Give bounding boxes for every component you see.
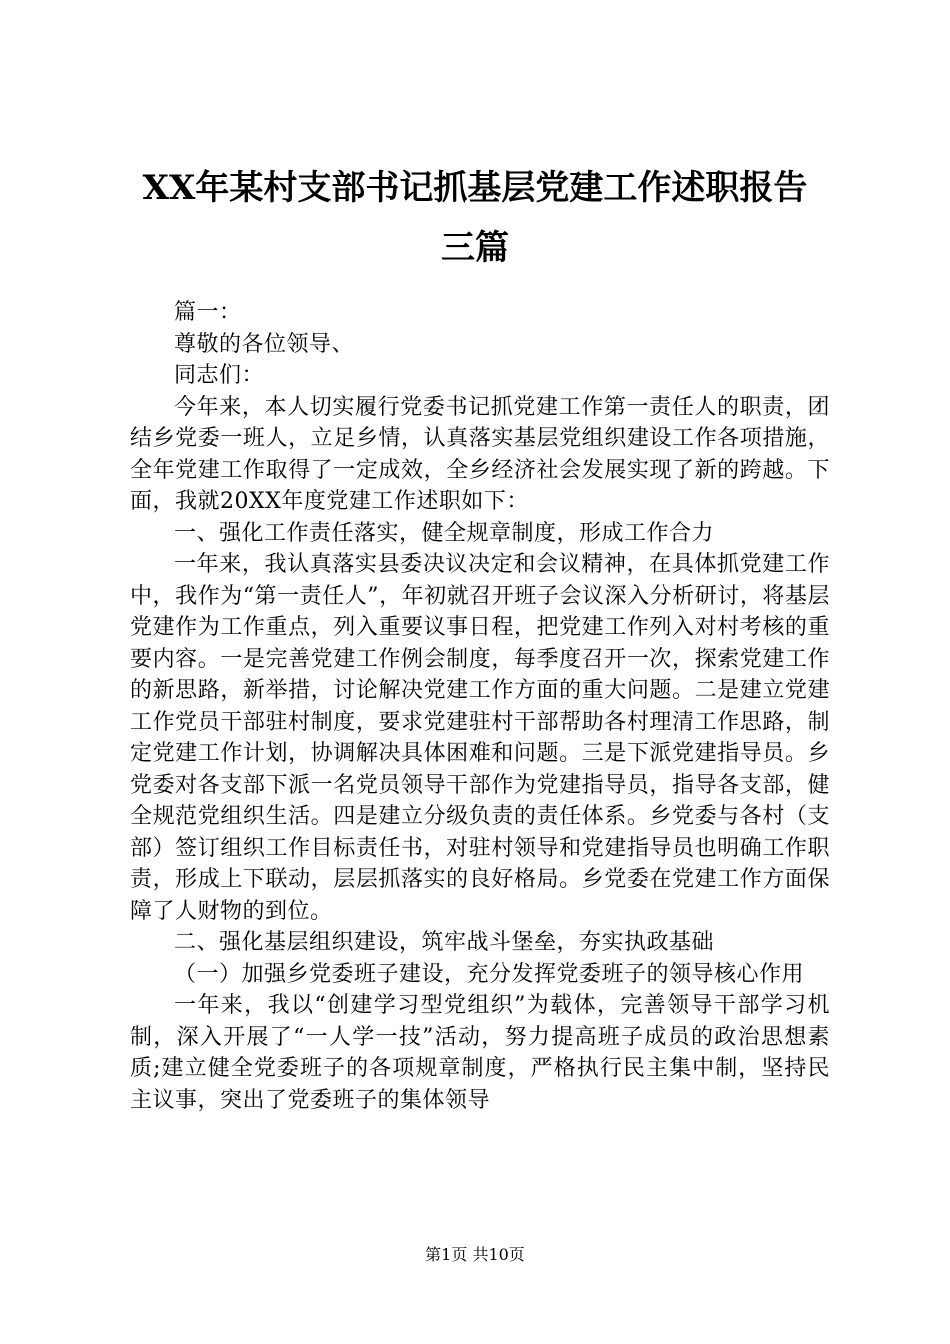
paragraph-section-label: 篇一： [174,300,242,325]
title-line-2: 三篇 [441,228,509,268]
paragraph-section-1: 一年来，我认真落实县委决议决定和会议精神，在具体抓党建工作中，我作为“第一责任人”，年初就召开班子会议深入分析研讨，将基层党建作为工作重点，列入重要议事日程，把党建工作列入对村考核的重要内容。一是完善党建工作例会制度，每季度召开一次，探索党建工作的新思路，新举措，讨论解决党建工作方面的重大问题。二是建立党建工作党员干部驻村制度，要求党建驻村干部帮助各村理清工作思路，制定党建工作计划，协调解决具体困难和问题。三是下派党建指导员。乡党委对各支部下派一名党员领导干部作为党建指导员，指导各支部，健全规范党组织生活。四是建立分级负责的责任体系。乡党委与各村（支部）签订组织工作目标责任书，对驻村领导和党建指导员也明确工作职责，形成上下联动，层层抓落实的良好格局。乡党委在党建工作方面保障了人财物的到位。 [130,552,830,924]
heading-subsection-1: （一）加强乡党委班子建设，充分发挥党委班子的领导核心作用 [174,961,805,987]
title-line-1: XX年某村支部书记抓基层党建工作述职报告 [142,168,808,208]
heading-section-2: 二、强化基层组织建设，筑牢战斗堡垒，夯实执政基础 [174,930,715,955]
paragraph-salutation-1: 尊敬的各位领导、 [174,331,355,357]
paragraph-intro: 今年来，本人切实履行党委书记抓党建工作第一责任人的职责，团结乡党委一班人，立足乡情，认真落实基层党组织建设工作各项措施，全年党建工作取得了一定成效，全乡经济社会发展实现了新的跨越。下面，我就20XX年度党建工作述职如下： [130,394,830,514]
paragraph-subsection-1: 一年来，我以“创建学习型党组织”为载体，完善领导干部学习机制，深入开展了“一人学一技”活动，努力提高班子成员的政治思想素质;建立健全党委班子的各项规章制度，严格执行民主集中制，坚持民主议事，突出了党委班子的集体领导 [130,993,830,1113]
document-body [130,297,830,1116]
document-title [120,158,830,278]
heading-section-1: 一、强化工作责任落实，健全规章制度，形成工作合力 [174,520,715,546]
page-number-footer: 第1页 共10页 [425,1245,525,1264]
paragraph-salutation-2: 同志们： [174,363,265,388]
